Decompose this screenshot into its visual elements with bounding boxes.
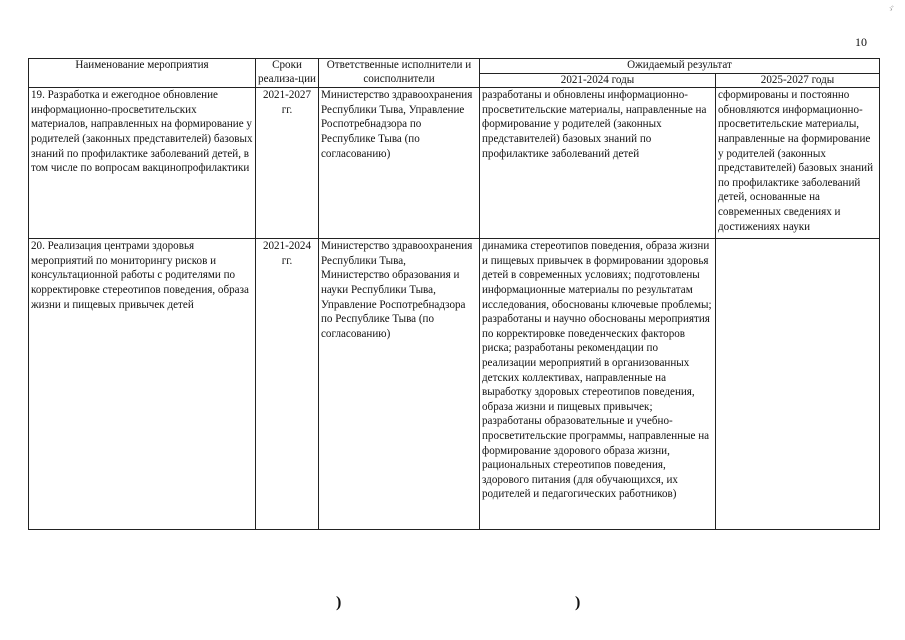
header-expected-result: Ожидаемый результат: [480, 59, 880, 74]
cell-result-2025-2027: сформированы и постоянно обновляются информационно-просветительские материалы, направленные на формирование у родителей (законных представителей) базовых знаний по профилактике заболеваний детей, основанные на современных сведениях и достижениях науки: [716, 88, 880, 239]
table-row: [29, 239, 880, 530]
handwritten-mark-right: ): [575, 594, 581, 611]
cell-name: 19. Разработка и ежегодное обновление информационно-просветительских материалов, направленных на формирование у родителей (законных представителей) базовых знаний по профилактике заболеваний детей, в том числе по вопросам вакцинопрофилактики: [29, 88, 256, 239]
cell-name: 20. Реализация центрами здоровья мероприятий по мониторингу рисков и консультационной работы с родителями по корректировке стереотипов поведения, образа жизни и пищевых привычек детей: [29, 239, 256, 530]
header-terms: Сроки реализа-ции: [256, 59, 319, 88]
cell-terms: 2021-2027 гг.: [256, 88, 319, 239]
cell-executors: Министерство здравоохранения Республики Тыва, Управление Роспотребнадзора по Республике Тыва (по согласованию): [319, 88, 480, 239]
header-executors: Ответственные исполнители и соисполнители: [319, 59, 480, 88]
cell-executors: Министерство здравоохранения Республики Тыва, Министерство образования и науки Республики Тыва, Управление Роспотребнадзора по Республике Тыва (по согласованию): [319, 239, 480, 530]
table-header-row: [29, 59, 880, 74]
cell-result-2021-2024: динамика стереотипов поведения, образа жизни и пищевых привычек в формировании здоровья детей в современных условиях; подготовлены информационные материалы по результатам исследования, обоснованы ключевые проблемы; разработаны и научно обоснованы мероприятия по корректировке поведенческих факторов риска; разработаны рекомендации по реализации мероприятий в организованных детских коллективах, направленные на выработку здоровых стереотипов поведения, образа жизни и пищевых привычек; разработаны образовательные и учебно-просветительские программы, направленные на формирование здорового образа жизни, рациональных стереотипов поведения, здорового питания (для обучающихся, их родителей и педагогических работников): [480, 239, 716, 530]
header-name: Наименование мероприятия: [29, 59, 256, 88]
cell-terms: 2021-2024 гг.: [256, 239, 319, 530]
table-row: [29, 88, 880, 239]
cell-result-2025-2027: [716, 239, 880, 530]
header-period-2021-2024: 2021-2024 годы: [480, 73, 716, 88]
scan-corner-mark: ゞ: [886, 4, 896, 14]
handwritten-mark-left: ): [336, 594, 342, 611]
cell-result-2021-2024: разработаны и обновлены информационно-просветительские материалы, направленные на формирование у родителей (законных представителей) базовых знаний по профилактике заболеваний детей: [480, 88, 716, 239]
measures-table: [28, 58, 880, 530]
page-number: 10: [855, 35, 867, 49]
header-period-2025-2027: 2025-2027 годы: [716, 73, 880, 88]
